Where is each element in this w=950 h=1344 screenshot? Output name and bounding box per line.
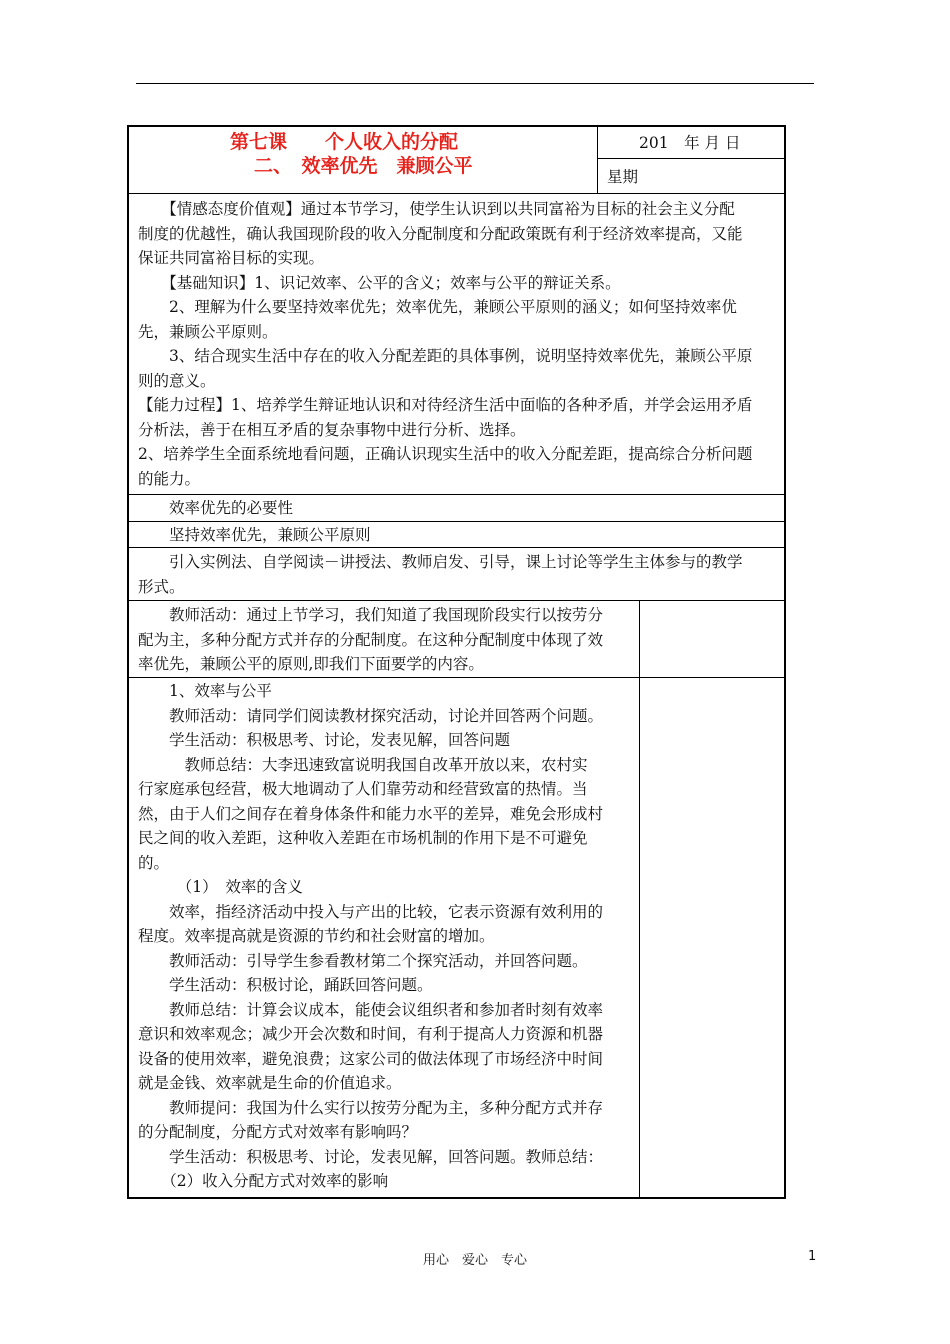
objective-line: 制度的优越性，确认我国现阶段的收入分配制度和分配政策既有利于经济效率提高，又能 (138, 224, 743, 243)
weekday-field: 星期 (607, 168, 639, 186)
objective-line: 2、理解为什么要坚持效率优先；效率优先，兼顾公平原则的涵义；如何坚持效率优 (138, 298, 737, 316)
objective-line: 保证共同富裕目标的实现。 (138, 249, 325, 267)
body-line: 学生活动：积极思考、讨论，发表见解，回答问题。教师总结： (138, 1147, 604, 1166)
title-divider (597, 127, 598, 193)
body-line: 行家庭承包经营，极大地调动了人们靠劳动和经营致富的热情。当 (138, 780, 588, 798)
intro-row (129, 601, 784, 678)
body-line: 1、效率与公平 (138, 682, 272, 700)
objective-line: 3、结合现实生活中存在的收入分配差距的具体事例，说明坚持效率优先，兼顾公平原 (138, 347, 753, 365)
body-line: 程度。效率提高就是资源的节约和社会财富的增加。 (138, 927, 495, 945)
body-line: 的分配制度，分配方式对效率有影响吗？ (138, 1123, 418, 1141)
footer-motto: 用心 爱心 专心 (423, 1253, 528, 1268)
method-line: 形式。 (138, 577, 185, 596)
method-text (138, 550, 743, 599)
body-line: 的。 (138, 853, 170, 872)
difficult-point-row (129, 522, 784, 548)
date-field: 201 年 月 日 (639, 134, 741, 152)
objective-line: 【能力过程】1、培养学生辩证地认识和对待经济生活中面临的各种矛盾，并学会运用矛盾 (138, 396, 753, 414)
difficult-point: 坚持效率优先，兼顾公平原则 (138, 526, 371, 544)
body-line: （1） 效率的含义 (138, 878, 303, 896)
objective-line: 【基础知识】1、识记效率、公平的含义；效率与公平的辩证关系。 (138, 273, 621, 292)
body-line: 设备的使用效率，避免浪费；这家公司的做法体现了市场经济中时间 (138, 1049, 604, 1068)
title-row (129, 127, 784, 194)
body-text (138, 679, 603, 1194)
objective-line: 分析法，善于在相互矛盾的复杂事物中进行分析、选择。 (138, 420, 526, 439)
body-line: 教师提问：我国为什么实行以按劳分配为主，多种分配方式并存 (138, 1098, 604, 1117)
objective-line: 先，兼顾公平原则。 (138, 322, 278, 341)
lesson-title: 第七课 个人收入的分配 (230, 131, 459, 153)
page-number: 1 (808, 1249, 817, 1264)
objectives-row (129, 194, 784, 495)
body-line: 然，由于人们之间存在着身体条件和能力水平的差异，难免会形成村 (138, 804, 604, 823)
intro-divider (639, 601, 640, 677)
objective-line: 【情感态度价值观】通过本节学习，使学生认识到以共同富裕为目标的社会主义分配 (138, 200, 735, 218)
body-line: 教师活动：引导学生参看教材第二个探究活动，并回答问题。 (138, 951, 588, 970)
key-point-row (129, 495, 784, 522)
body-line: 学生活动：积极思考、讨论，发表见解，回答问题 (138, 731, 511, 749)
date-divider (598, 158, 784, 159)
objective-line: 的能力。 (138, 469, 201, 488)
body-line: 效率，指经济活动中投入与产出的比较，它表示资源有效利用的 (138, 902, 604, 921)
header-rule (136, 83, 814, 84)
key-point: 效率优先的必要性 (138, 499, 294, 517)
body-row (129, 678, 784, 1199)
body-line: （2）收入分配方式对效率的影响 (138, 1172, 389, 1190)
method-row (129, 548, 784, 601)
body-line: 教师总结：大李迅速致富说明我国自改革开放以来，农村实 (138, 755, 588, 774)
method-line: 引入实例法、自学阅读－讲授法、教师启发、引导，课上讨论等学生主体参与的教学 (138, 553, 743, 571)
intro-line: 率优先，兼顾公平的原则,即我们下面要学的内容。 (138, 655, 484, 673)
body-line: 教师活动：请同学们阅读教材探究活动，讨论并回答两个问题。 (138, 706, 604, 725)
lesson-plan-table (127, 125, 786, 1199)
body-divider (639, 678, 640, 1199)
intro-line: 教师活动：通过上节学习，我们知道了我国现阶段实行以按劳分 (138, 606, 604, 624)
body-line: 民之间的收入差距，这种收入差距在市场机制的作用下是不可避免 (138, 829, 588, 847)
intro-line: 配为主，多种分配方式并存的分配制度。在这种分配制度中体现了效 (138, 630, 604, 649)
intro-text (138, 603, 603, 677)
objective-line: 则的意义。 (138, 371, 216, 390)
section-title: 二、 效率优先 兼顾公平 (254, 155, 473, 177)
body-line: 就是金钱、效率就是生命的价值追求。 (138, 1074, 402, 1092)
objectives-text (138, 197, 752, 491)
objective-line: 2、培养学生全面系统地看问题，正确认识现实生活中的收入分配差距，提高综合分析问题 (138, 445, 753, 463)
body-line: 意识和效率观念；减少开会次数和时间，有利于提高人力资源和机器 (138, 1025, 604, 1043)
body-line: 学生活动：积极讨论，踊跃回答问题。 (138, 976, 433, 994)
body-line: 教师总结：计算会议成本，能使会议组织者和参加者时刻有效率 (138, 1000, 604, 1019)
